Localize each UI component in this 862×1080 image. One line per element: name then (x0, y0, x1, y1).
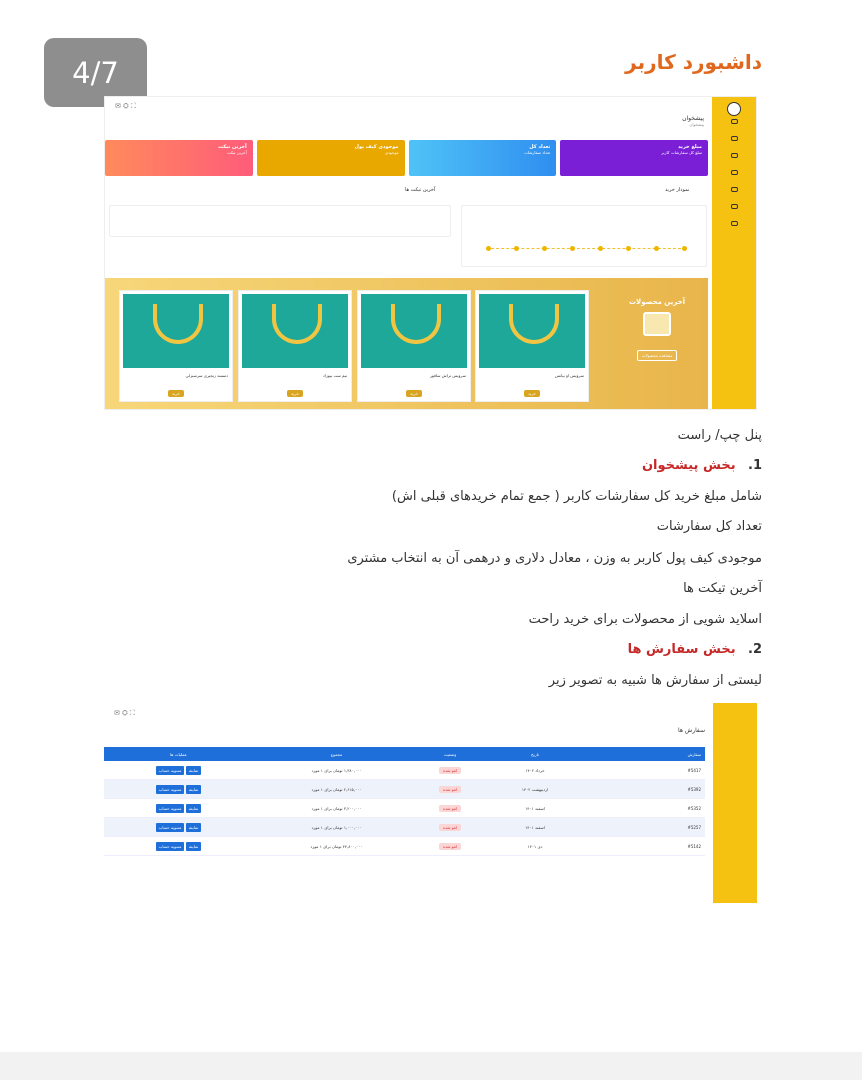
view-products-button[interactable]: مشاهده محصولات (637, 350, 678, 361)
view-button[interactable]: نمایش (186, 785, 201, 794)
stat-card-ticket: آخرین تیکت آخرین تیکت (105, 140, 253, 176)
user-icon (731, 204, 738, 209)
stat-card-orders: تعداد کل تعداد سفارشات (409, 140, 557, 176)
bottom-bar (0, 1052, 862, 1080)
tickets-panel-title: آخرین تیکت ها (405, 187, 436, 193)
section-1-heading: 1. بخش پیشخوان (641, 458, 762, 473)
buy-button[interactable]: خرید (524, 390, 540, 397)
product-card: سرویس تراش سافور خرید (357, 290, 471, 402)
orders-sidebar (713, 703, 757, 903)
product-card: سرویس او بیانس خرید (475, 290, 589, 402)
chart-point (598, 246, 603, 251)
breadcrumb: پیشخوان پیشخوان (682, 115, 704, 127)
chart-panel (461, 205, 707, 267)
pay-button[interactable]: تسویه حساب (156, 823, 184, 832)
orders-title: سفارش ها (677, 727, 705, 734)
dashboard-sidebar (712, 97, 756, 409)
text-line: اسلاید شویی از محصولات برای خرید راحت (528, 612, 762, 627)
location-icon (731, 153, 738, 158)
stat-card-wallet: موجودی کیف پول موجودی (257, 140, 405, 176)
chart-point (682, 246, 687, 251)
orders-screenshot (104, 703, 757, 903)
table-row: #5142 دی ۱۴۰۱ لغو شده ۴۴,۸۰۰,۰۰۰ تومان برای ۱ مورد نمایشتسویه حساب (104, 837, 705, 856)
section-2-heading: 2. بخش سفارش ها (627, 642, 762, 657)
gift-box-icon (643, 312, 671, 336)
buy-button[interactable]: خرید (406, 390, 422, 397)
chart-point (654, 246, 659, 251)
mail-icon (731, 187, 738, 192)
buy-button[interactable]: خرید (287, 390, 303, 397)
home-icon (731, 119, 738, 124)
banner-text: آخرین محصولات مشاهده محصولات (612, 298, 702, 361)
buy-button[interactable]: خرید (168, 390, 184, 397)
chart-point (626, 246, 631, 251)
chart-line (486, 248, 686, 249)
chart-point (514, 246, 519, 251)
view-button[interactable]: نمایش (186, 842, 201, 851)
top-icons: ✉ ⛭ ⛶ (115, 102, 136, 110)
product-card: نیم ست بیوزاد خرید (238, 290, 352, 402)
tickets-panel (109, 205, 451, 237)
table-row: #5352 اسفند ۱۴۰۱ لغو شده ۳,۲۰۰,۰۰۰ تومان برای ۱ مورد نمایشتسویه حساب (104, 799, 705, 818)
stat-card-amount: مبلغ خرید مبلغ کل سفارشات کاربر (560, 140, 708, 176)
text-line: آخرین تیکت ها (683, 581, 762, 596)
cart-icon (731, 136, 738, 141)
table-header: سفارش تاریخ وضعیت مجموع عملیات ها (104, 747, 705, 761)
stat-cards (105, 140, 708, 176)
page-counter-badge: 4/7 (44, 38, 147, 107)
product-card: دستبند زنجیری سرسبزلی خرید (119, 290, 233, 402)
chart-point (542, 246, 547, 251)
chart-point (486, 246, 491, 251)
document-title: داشبورد کاربر (625, 50, 762, 74)
orders-table (104, 747, 705, 856)
pay-button[interactable]: تسویه حساب (156, 766, 184, 775)
pay-button[interactable]: تسویه حساب (156, 804, 184, 813)
dashboard-screenshot (104, 96, 757, 410)
text-line: شامل مبلغ خرید کل سفارشات کاربر ( جمع تمام خریدهای قبلی اش) (391, 489, 762, 504)
ticket-icon (731, 170, 738, 175)
logo-icon (727, 102, 741, 116)
view-button[interactable]: نمایش (186, 804, 201, 813)
table-row: #5392 اردیبهشت ۱۴۰۲ لغو شده ۲,۶۱۵,۰۰۰ تومان برای ۱ مورد نمایشتسویه حساب (104, 780, 705, 799)
latest-products-banner (105, 278, 708, 410)
top-icons: ✉ ⛭ ⛶ (114, 709, 135, 717)
table-row: #5417 خرداد ۱۴۰۲ لغو شده ۱,۳۸۰,۰۰۰ تومان برای ۱ مورد نمایشتسویه حساب (104, 761, 705, 780)
logout-icon (731, 221, 738, 226)
pay-button[interactable]: تسویه حساب (156, 785, 184, 794)
text-line: موجودی کیف پول کاربر به وزن ، معادل دلاری و درهمی آن به انتخاب مشتری (347, 551, 762, 566)
pay-button[interactable]: تسویه حساب (156, 842, 184, 851)
chart-panel-title: نمودار خرید (665, 187, 690, 193)
table-row: #5257 اسفند ۱۴۰۱ لغو شده ۱,۰۰۰,۰۰۰ تومان برای ۱ مورد نمایشتسویه حساب (104, 818, 705, 837)
view-button[interactable]: نمایش (186, 766, 201, 775)
text-line: تعداد کل سفارشات (656, 519, 762, 534)
text-line: لیستی از سفارش ها شبیه به تصویر زیر (548, 673, 762, 688)
view-button[interactable]: نمایش (186, 823, 201, 832)
chart-point (570, 246, 575, 251)
panel-note: پنل چپ/ راست (677, 428, 762, 443)
